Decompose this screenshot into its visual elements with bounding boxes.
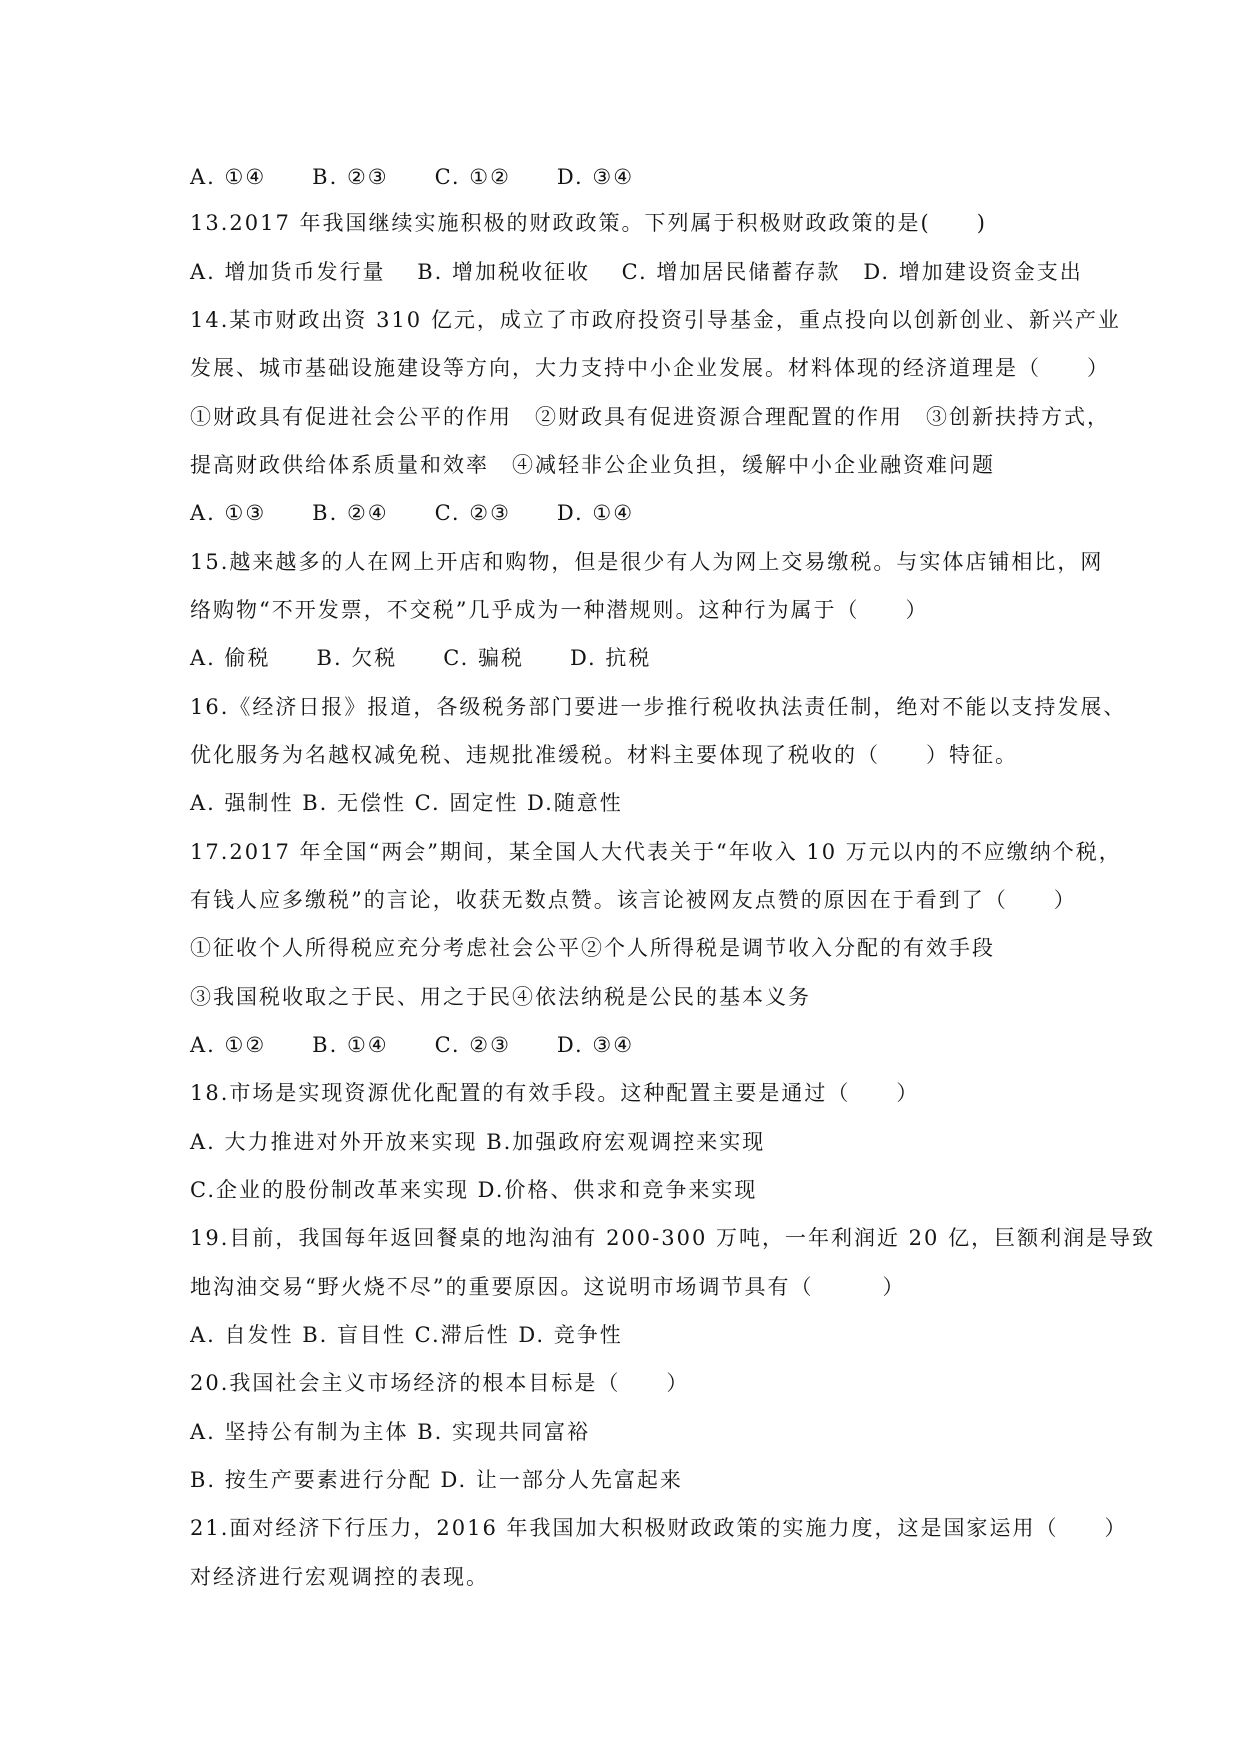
q19-options: A. 自发性 B. 盲目性 C.滞后性 D. 竞争性 — [190, 1323, 623, 1347]
q16-stem-line-1: 16.《经济日报》报道，各级税务部门要进一步推行税收执法责任制，绝对不能以支持发展、 — [190, 695, 1127, 719]
q21-stem-line-2: 对经济进行宏观调控的表现。 — [190, 1565, 489, 1589]
q17-stem-line-2: 有钱人应多缴税”的言论，收获无数点赞。该言论被网友点赞的原因在于看到了（ ） — [190, 888, 1077, 912]
q19-stem-line-1: 19.目前，我国每年返回餐桌的地沟油有 200-300 万吨，一年利润近 20 亿，巨额利润是导致 — [190, 1226, 1156, 1250]
q17-stem-line-1: 17.2017 年全国“两会”期间，某全国人大代表关于“年收入 10 万元以内的不应缴纳个税， — [190, 840, 1122, 864]
q21-stem-line-1: 21.面对经济下行压力，2016 年我国加大积极财政政策的实施力度，这是国家运用（ ） — [190, 1516, 1128, 1540]
q16-stem-line-2: 优化服务为名越权减免税、违规批准缓税。材料主要体现了税收的（ ）特征。 — [190, 743, 1018, 767]
q14-stem-line-1: 14.某市财政出资 310 亿元，成立了市政府投资引导基金，重点投向以创新创业、新兴产业 — [190, 308, 1121, 332]
q14-statement-line-1: ①财政具有促进社会公平的作用 ②财政具有促进资源合理配置的作用 ③创新扶持方式， — [190, 405, 1110, 429]
q16-options: A. 强制性 B. 无偿性 C. 固定性 D.随意性 — [190, 791, 623, 815]
q14-statement-line-2: 提高财政供给体系质量和效率 ④减轻非公企业负担，缓解中小企业融资难问题 — [190, 453, 995, 477]
q18-options-line-1: A. 大力推进对外开放来实现 B.加强政府宏观调控来实现 — [190, 1130, 766, 1154]
q19-stem-line-2: 地沟油交易“野火烧不尽”的重要原因。这说明市场调节具有（ ） — [190, 1275, 906, 1299]
q13-options: A. 增加货币发行量 B. 增加税收征收 C. 增加居民储蓄存款 D. 增加建设资金支出 — [190, 260, 1083, 284]
q17-options: A. ①② B. ①④ C. ②③ D. ③④ — [190, 1033, 635, 1057]
q18-stem: 18.市场是实现资源优化配置的有效手段。这种配置主要是通过（ ） — [190, 1081, 920, 1105]
q17-statement-line-1: ①征收个人所得税应充分考虑社会公平②个人所得税是调节收入分配的有效手段 — [190, 936, 995, 960]
q20-options-line-2: B. 按生产要素进行分配 D. 让一部分人先富起来 — [190, 1468, 683, 1492]
q20-stem: 20.我国社会主义市场经济的根本目标是（ ） — [190, 1371, 690, 1395]
q12-options: A. ①④ B. ②③ C. ①② D. ③④ — [190, 165, 635, 189]
q14-options: A. ①③ B. ②④ C. ②③ D. ①④ — [190, 501, 635, 525]
q17-statement-line-2: ③我国税收取之于民、用之于民④依法纳税是公民的基本义务 — [190, 985, 811, 1009]
q20-options-line-1: A. 坚持公有制为主体 B. 实现共同富裕 — [190, 1420, 590, 1444]
q14-stem-line-2: 发展、城市基础设施建设等方向，大力支持中小企业发展。材料体现的经济道理是（ ） — [190, 356, 1110, 380]
q15-stem-line-2: 络购物“不开发票，不交税”几乎成为一种潜规则。这种行为属于（ ） — [190, 598, 929, 622]
q15-stem-line-1: 15.越来越多的人在网上开店和购物，但是很少有人为网上交易缴税。与实体店铺相比，网 — [190, 550, 1104, 574]
q15-options: A. 偷税 B. 欠税 C. 骗税 D. 抗税 — [190, 646, 652, 670]
q13-stem: 13.2017 年我国继续实施积极的财政政策。下列属于积极财政政策的是( ) — [190, 211, 987, 235]
q18-options-line-2: C.企业的股份制改革来实现 D.价格、供求和竞争来实现 — [190, 1178, 758, 1202]
